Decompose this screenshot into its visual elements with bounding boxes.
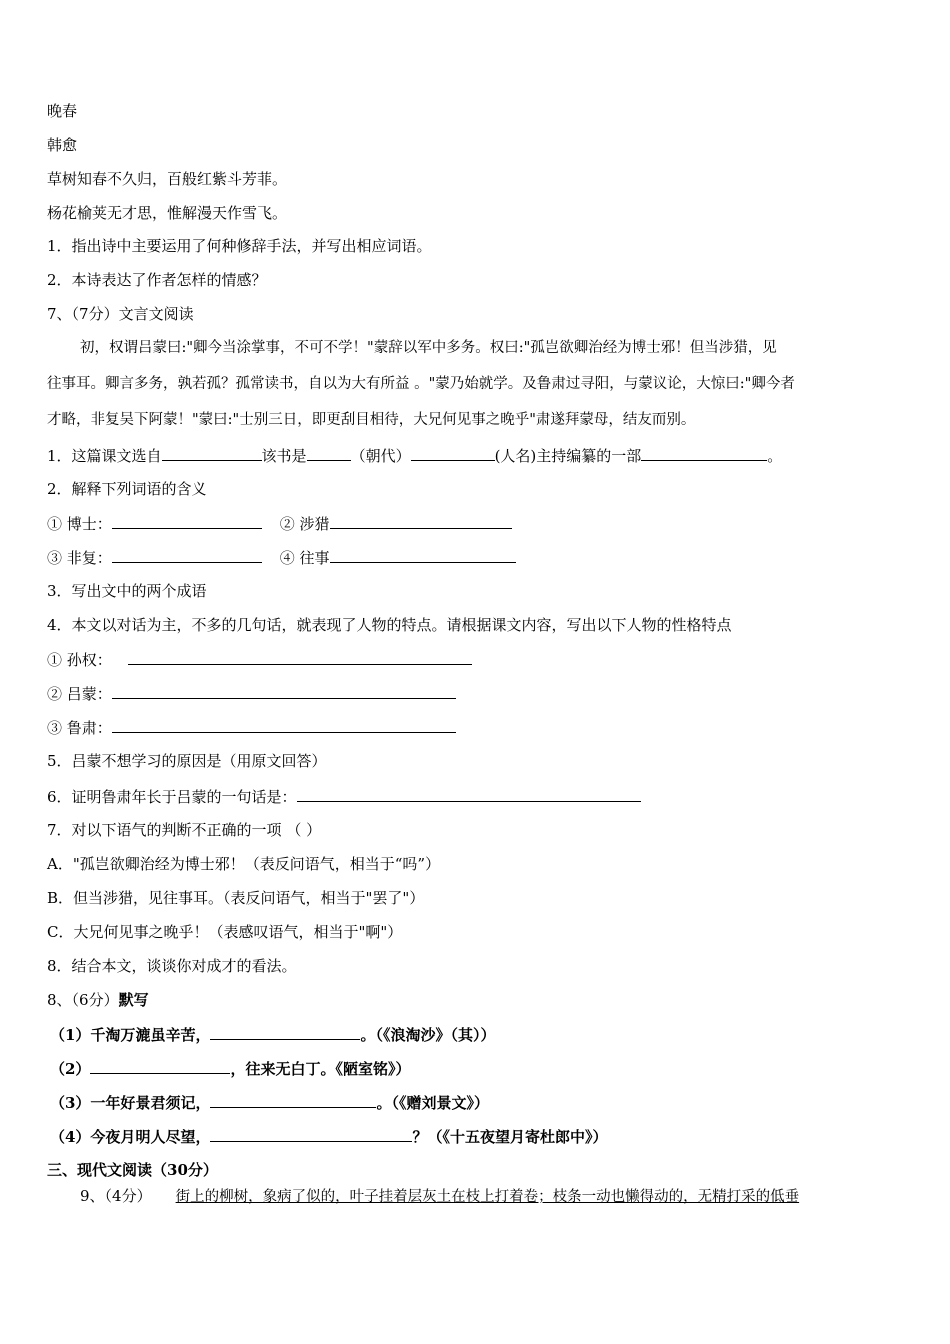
dynasty-blank[interactable] [307,445,351,461]
dictation-1-text-a: （1）千淘万漉虽辛苦， [50,1026,211,1044]
dictation-3-blank[interactable] [210,1092,376,1108]
section-8-title: 默写 [118,991,149,1009]
word-4-label: ④ 往事 [279,549,330,567]
word-3-blank[interactable] [112,547,262,563]
section-3-heading: 三、现代文阅读（30分） [47,1161,218,1179]
question-9-label: 9、（4分） [80,1187,152,1205]
poem-author: 韩愈 [47,136,78,154]
passage-line-3: 才略，非复吴下阿蒙！"蒙曰:"士别三日，即更刮目相待，大兄何见事之晚乎"肃遂拜蒙母，结友而别。 [47,412,696,428]
word-1-label: ① 博士： [47,515,112,533]
dictation-1-text-b: 。（《浪淘沙》（其）） [360,1026,496,1044]
poem-question-2: 2．本诗表达了作者怎样的情感？ [47,271,267,289]
section-7-heading: 7、（7分）文言文阅读 [47,305,194,323]
section-8-points: 8、（6分） [47,991,119,1009]
option-a: A．"孤岂欲卿治经为博士邪！（表反问语气，相当于“吗”） [47,855,441,873]
question-1-line [47,445,782,466]
person-blank[interactable] [411,445,495,461]
person-row-2 [47,683,456,704]
option-c: C．大兄何见事之晚乎！（表感叹语气，相当于"啊"） [47,923,403,941]
poem-title: 晚春 [47,102,78,120]
section-8-heading [47,990,149,1010]
question-9-text: 街上的柳树，象病了似的，叶子挂着层灰土在枝上打着卷；枝条一动也懒得动的，无精打采的低垂 [175,1189,800,1205]
dictation-4-text-b: ？（《十五夜望月寄杜郎中》） [412,1128,608,1146]
person-2-label: ② 吕蒙： [47,685,112,703]
question-4: 4．本文以对话为主，不多的几句话，就表现了人物的特点。请根据课文内容，写出以下人物的性格特点 [47,616,732,634]
question-8: 8．结合本文，谈谈你对成才的看法。 [47,957,297,975]
q1-text-b: 该书是 [261,447,307,465]
dictation-3 [50,1092,489,1113]
q1-text-e: 。 [767,447,783,465]
word-4-blank[interactable] [330,547,516,563]
person-1-label: ① 孙权： [47,651,112,669]
q1-text-a: 1．这篇课文选自 [47,447,162,465]
dictation-2 [50,1058,410,1079]
q1-text-c: （朝代） [350,447,411,465]
book-type-blank[interactable] [641,445,767,461]
word-3-label: ③ 非复： [47,549,112,567]
dictation-4-text-a: （4）今夜月明人尽望， [50,1128,211,1146]
poem-line-1: 草树知春不久归，百般红紫斗芳菲。 [47,170,288,188]
word-2-label: ② 涉猎 [279,515,330,533]
word-row-2 [47,547,516,568]
question-6-text: 6．证明鲁肃年长于吕蒙的一句话是： [47,788,297,806]
dictation-3-text-b: 。（《赠刘景文》） [376,1094,489,1112]
passage-line-1: 初，权谓吕蒙曰:"卿今当涂掌事，不可不学！"蒙辞以军中多务。权曰:"孤岂欲卿治经为博士邪！但当涉猎，见 [80,340,777,356]
source-blank[interactable] [162,445,262,461]
question-3: 3．写出文中的两个成语 [47,582,207,600]
poem-line-2: 杨花榆荚无才思，惟解漫天作雪飞。 [47,204,288,222]
question-6-line [47,786,641,807]
q1-text-d: (人名)主持编纂的一部 [494,447,642,465]
question-6-blank[interactable] [297,786,641,802]
question-5: 5．吕蒙不想学习的原因是（用原文回答） [47,752,327,770]
person-row-1 [47,649,472,670]
person-1-blank[interactable] [128,649,472,665]
passage-line-2: 往事耳。卿言多务，孰若孤？孤常读书，自以为大有所益 。"蒙乃始就学。及鲁肃过寻阳，与蒙议论，大惊曰:"卿今者 [47,376,795,392]
person-row-3 [47,717,456,738]
dictation-4-blank[interactable] [210,1126,412,1142]
question-2: 2．解释下列词语的含义 [47,480,207,498]
poem-question-1: 1．指出诗中主要运用了何种修辞手法，并写出相应词语。 [47,237,432,255]
word-2-blank[interactable] [330,513,512,529]
person-3-blank[interactable] [112,717,456,733]
person-2-blank[interactable] [112,683,456,699]
dictation-1 [50,1024,495,1045]
word-1-blank[interactable] [112,513,262,529]
question-7: 7．对以下语气的判断不正确的一项 （ ） [47,821,322,839]
question-9-line [80,1186,799,1207]
dictation-2-blank[interactable] [90,1058,230,1074]
dictation-2-text-b: ，往来无白丁。《陋室铭》） [230,1060,411,1078]
person-3-label: ③ 鲁肃： [47,719,112,737]
dictation-3-text-a: （3）一年好景君须记， [50,1094,211,1112]
word-row-1 [47,513,512,534]
dictation-4 [50,1126,607,1147]
dictation-1-blank[interactable] [210,1024,360,1040]
option-b: B．但当涉猎，见往事耳。（表反问语气，相当于"罢了"） [47,889,425,907]
dictation-2-text-a: （2） [50,1060,91,1078]
